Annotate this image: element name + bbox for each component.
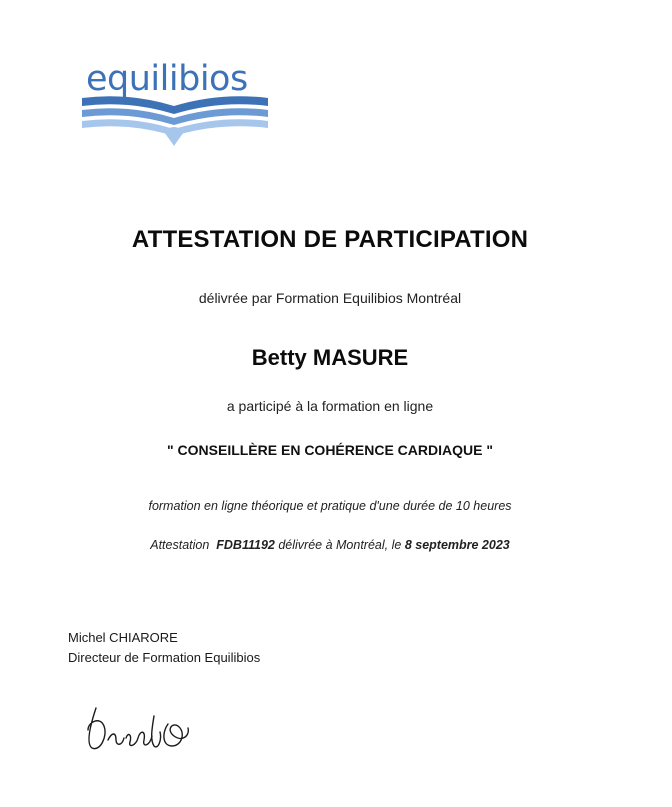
attestation-prefix: Attestation: [150, 538, 210, 552]
logo-text: equilibios: [86, 59, 248, 99]
course-description: formation en ligne théorique et pratique d'une durée de 10 heures: [148, 499, 512, 513]
attestation-date: 8 septembre 2023: [404, 538, 510, 552]
certificate-title: ATTESTATION DE PARTICIPATION: [131, 226, 529, 253]
attestation-line: [0, 538, 660, 552]
participation-text: a participé à la formation en ligne: [226, 398, 434, 414]
attestation-number: FDB11192: [216, 538, 275, 552]
signatory-name: Michel CHIARORE: [68, 630, 178, 645]
attestation-middle: délivrée à Montréal, le: [278, 538, 402, 552]
course-title: " CONSEILLÈRE EN COHÉRENCE CARDIAQUE ": [167, 442, 493, 458]
handwritten-signature: [78, 696, 208, 761]
equilibios-logo: [78, 59, 274, 154]
issued-by-text: délivrée par Formation Equilibios Montréal: [198, 290, 462, 306]
recipient-name: Betty MASURE: [251, 345, 409, 370]
signatory-role: Directeur de Formation Equilibios: [68, 650, 261, 665]
